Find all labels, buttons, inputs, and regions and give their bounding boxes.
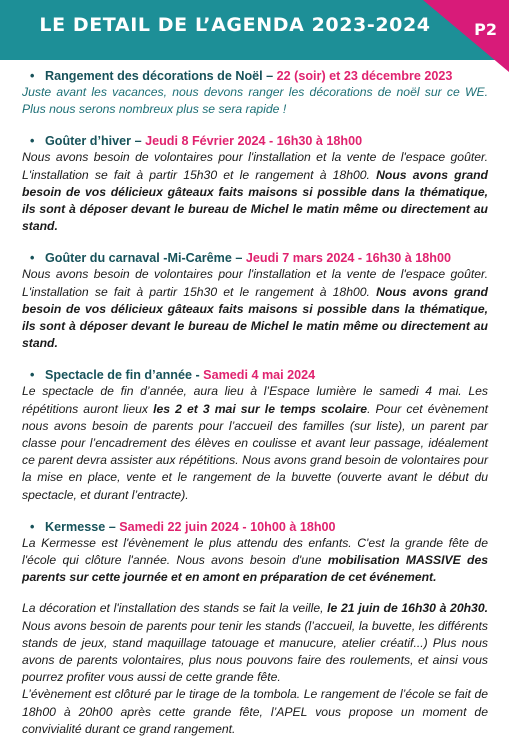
section-text-3: L’évènement est clôturé par le tirage de la tombola. Le rangement de l’école se fait de 18h00 à 20h00 après cette grande fête, l’APEL vous propose un moment de convivialité durant ce grand rangement. [22,687,488,736]
section-bold-text: Nous avons grand besoin de vos délicieux gâteaux faits maisons si possible dans la thématique, ils sont à déposer devant le bureau de Michel le matin même ou directement au stand. [22,284,488,351]
section-gouter-hiver [22,134,488,235]
section-bold-text: le 21 juin de 16h30 à 20h30. [327,601,488,616]
section-text: Nous avons besoin de volontaires pour l'installation et la vente de l'espace goûter. L'installation se fait à partir 15h30 et le rangement à 18h00. Nous avons grand besoin de vos délicieux gâteaux faits maisons si possible dans la thématique, ils sont à déposer devant le bureau de Michel le matin même ou directement au stand. [22,150,488,234]
page-number: P2 [474,20,497,39]
section-text-2: La décoration et l'installation des stands se fait la veille, le 21 juin de 16h30 à 20h30. Nous avons besoin de parents pour tenir les stands (l’accueil, la buvette, les différents stands de jeux, stand maquillage tatouage et manucure, atelier créatif...) Plus nous avons de parents volontaires, plus nous pouvons faire des roulements, et ainsi vous pourrez profiter vous aussi de cette grande fête. [22,601,488,685]
section-title: • Goûter du carnaval -Mi-Carême – Jeudi 7 mars 2024 - 16h30 à 18h00 [30,251,452,266]
section-kermesse [22,520,488,738]
page-title: LE DETAIL DE L’AGENDA 2023-2024 [39,14,431,36]
bullet-icon: • [30,251,35,266]
section-text: Nous avons besoin de volontaires pour l'installation et la vente de l'espace goûter. L'installation se fait à partir 15h30 et le rangement à 18h00. Nous avons grand besoin de vos délicieux gâteaux faits maisons si possible dans la thématique, ils sont à déposer devant le bureau de Michel le matin même ou directement au stand. [22,267,488,351]
section-date: Jeudi 7 mars 2024 - 16h30 à 18h00 [245,251,452,266]
section-text: Le spectacle de fin d’année, aura lieu à l’Espace lumière le samedi 4 mai. Les répétitions auront lieux les 2 et 3 mai sur le temps scolaire. Pour cet évènement nous avons besoin de parents pour l’accueil des familles (sur liste), un parent par classe pour l’encadrement des élèves en coulisse et avant leur passage, idéalement ce parent devra assister aux répétitions. Nous avons grand besoin de volontaires pour la mise en place, vente et le rangement de la buvette (ouverte avant le début du spectacle, et durant l’entracte). [22,384,488,502]
section-bold-text: mobilisation MASSIVE des parents sur cette journée et en amont en préparation de cet événement. [22,553,488,585]
bullet-icon: • [30,134,35,149]
bullet-icon: • [30,69,35,83]
section-bold-text: Nous avons grand besoin de vos délicieux gâteaux faits maisons si possible dans la thématique, ils sont à déposer devant le bureau de Michel le matin même ou directement au stand. [22,167,488,234]
section-date: Jeudi 8 Février 2024 - 16h30 à 18h00 [145,134,363,149]
bullet-icon: • [30,519,35,534]
section-title: • Kermesse – Samedi 22 juin 2024 - 10h00 à 18h00 [30,519,336,534]
section-date: Samedi 22 juin 2024 - 10h00 à 18h00 [119,519,336,534]
section-title: • Goûter d’hiver – Jeudi 8 Février 2024 - 16h30 à 18h00 [30,134,363,149]
section-text: Juste avant les vacances, nous devons ranger les décorations de noël sur ce WE. Plus nous serons nombreux plus se sera rapide ! [22,85,488,117]
section-noel [22,69,488,118]
agenda-content [22,69,488,754]
section-title: • Spectacle de fin d’année - Samedi 4 mai 2024 [30,368,316,383]
section-date: Samedi 4 mai 2024 [203,368,316,383]
section-spectacle [22,368,488,503]
section-date: 22 (soir) et 23 décembre 2023 [276,69,453,83]
bullet-icon: • [30,368,35,383]
section-title: • Rangement des décorations de Noël – 22 (soir) et 23 décembre 2023 [30,69,453,83]
section-text: La Kermesse est l'évènement le plus attendu des enfants. C'est la grande fête de l'école qui clôture l'année. Nous avons besoin d'une mobilisation MASSIVE des parents sur cette journée et en amont en préparation de cet événement. [22,535,488,585]
section-bold-text: les 2 et 3 mai sur le temps scolaire [153,401,368,416]
section-gouter-carnaval [22,251,488,352]
